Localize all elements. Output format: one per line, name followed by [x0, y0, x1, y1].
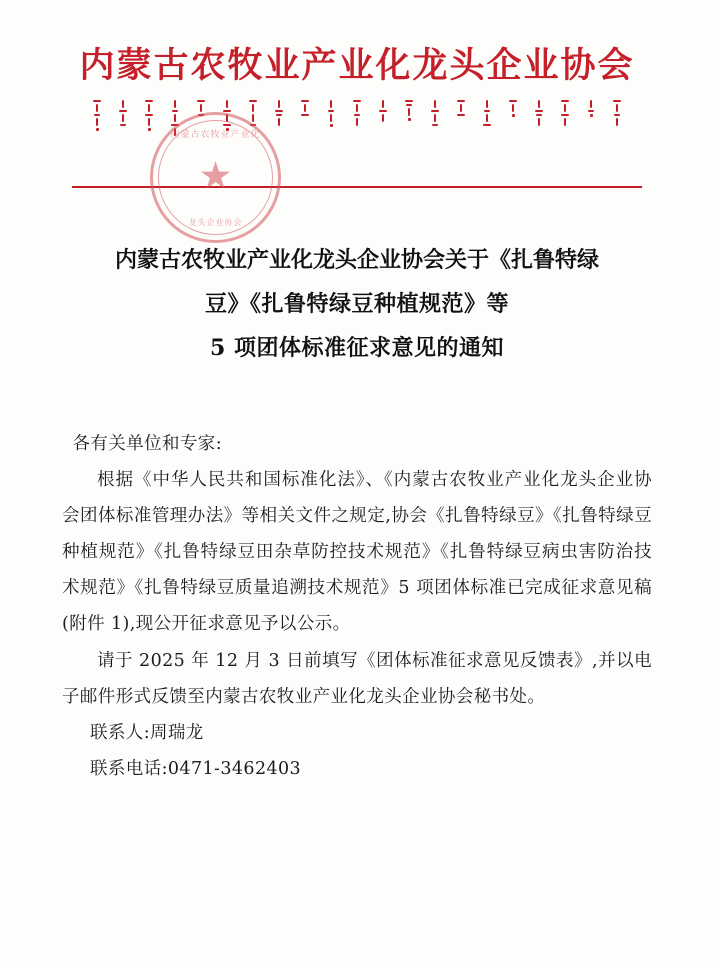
- mongolian-word: [145, 100, 154, 131]
- mongolian-word: [457, 100, 466, 116]
- document-title: [62, 238, 652, 370]
- salutation: 各有关单位和专家:: [72, 434, 222, 455]
- mongolian-word: [275, 100, 284, 126]
- title-line-3: 5 项团体标准征求意见的通知: [210, 335, 504, 362]
- letterhead-divider: [72, 186, 642, 188]
- star-icon: ★: [198, 154, 233, 197]
- mongolian-word: [509, 100, 518, 117]
- paragraph-2: 请于 2025 年 12 月 3 日前填写《团体标准征求意见反馈表》,并以电子邮件形式反馈至内蒙古农牧业产业化龙头企业协会秘书处。: [62, 650, 652, 707]
- seal-bottom-text: 龙头企业协会: [188, 218, 243, 227]
- mongolian-word: [613, 100, 622, 126]
- mongolian-word: [223, 100, 232, 131]
- mongolian-word: [379, 100, 388, 122]
- mongolian-word: [587, 100, 596, 117]
- paragraph-1: 根据《中华人民共和国标准化法》、《内蒙古农牧业产业化龙头企业协会团体标准管理办法》等相关文件之规定,协会《扎鲁特绿豆》《扎鲁特绿豆种植规范》《扎鲁特绿豆田杂草防控技术规范》《扎鲁特绿豆病虫害防治技术规范》《扎鲁特绿豆质量追溯技术规范》5 项团体标准已完成征求意见稿(附件 1),现公开征求意见予以公示。: [62, 470, 652, 635]
- mongolian-word: [561, 100, 570, 126]
- contact-person: 联系人:周瑞龙: [90, 722, 204, 743]
- mongolian-word: [171, 100, 180, 136]
- mongolian-word: [405, 100, 414, 121]
- letterhead: [0, 0, 714, 227]
- organization-title: 内蒙古农牧业产业化龙头企业协会: [79, 45, 635, 86]
- seal-top-text: 内蒙古农牧业产业化: [170, 130, 261, 140]
- mongolian-word: [301, 100, 310, 116]
- mongolian-word: [353, 100, 362, 126]
- title-line-2: 豆》《扎鲁特绿豆种植规范》等: [204, 291, 509, 318]
- mongolian-word: [535, 100, 544, 126]
- document-body: [62, 426, 652, 786]
- mongolian-word: [249, 100, 258, 126]
- mongolian-script-line: [0, 100, 714, 162]
- mongolian-word: [197, 100, 206, 116]
- title-line-1: 内蒙古农牧业产业化龙头企业协会关于《扎鲁特绿: [114, 247, 599, 274]
- contact-phone: 联系电话:0471-3462403: [90, 758, 302, 779]
- mongolian-word: [431, 100, 440, 126]
- mongolian-word: [483, 100, 492, 126]
- mongolian-word: [93, 100, 102, 131]
- mongolian-word: [119, 100, 128, 126]
- mongolian-word: [327, 100, 336, 127]
